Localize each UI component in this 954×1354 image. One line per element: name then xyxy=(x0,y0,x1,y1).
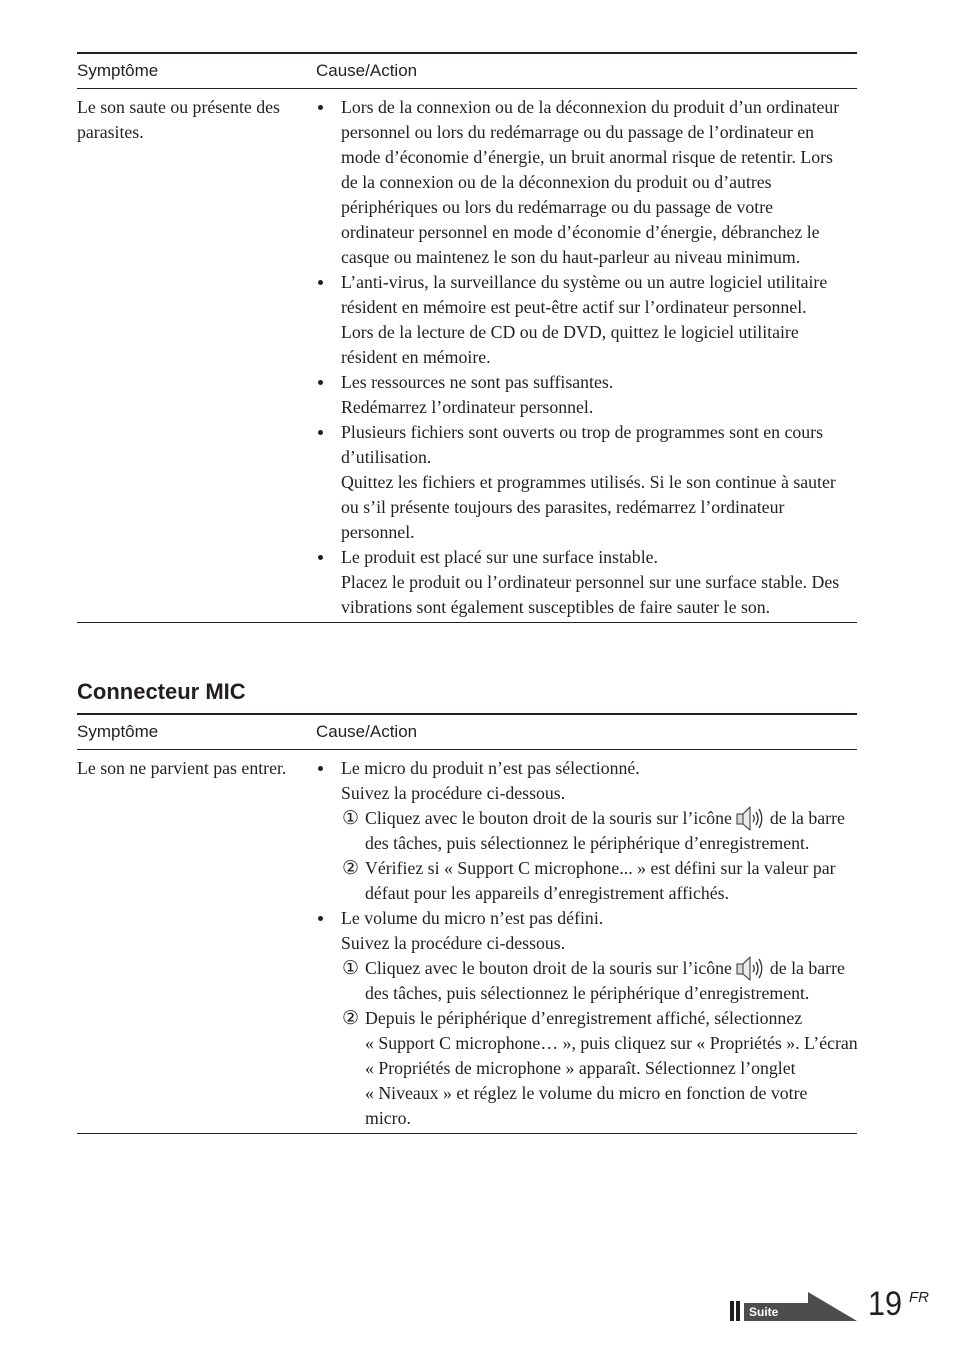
step-number: ② xyxy=(342,857,360,879)
cause-line: résident en mémoire est peut-être actif sur l’ordinateur personnel. xyxy=(341,297,807,317)
cause-line: résident en mémoire. xyxy=(341,347,491,367)
cause-line: personnel ou lors du redémarrage ou du passage de l’ordinateur en xyxy=(341,122,815,142)
symptom-cell xyxy=(77,95,302,145)
cause-line: Le produit est placé sur une surface instable. xyxy=(341,547,658,567)
bullet xyxy=(318,430,323,435)
troubleshooting-table-sound xyxy=(77,52,857,623)
table-row xyxy=(77,750,857,1134)
cause-item xyxy=(316,906,857,1131)
symptom-line: parasites. xyxy=(77,122,144,142)
cause-line: Suivez la procédure ci-dessous. xyxy=(341,933,566,953)
cause-line: casque ou maintenez le son du haut-parleur au niveau minimum. xyxy=(341,247,801,267)
symptom-line: Le son ne parvient pas entrer. xyxy=(77,758,287,778)
cause-line: de la connexion ou de la déconnexion du produit ou d’autres xyxy=(341,172,772,192)
page-number: 19 xyxy=(868,1285,903,1323)
speaker-icon xyxy=(735,806,766,831)
step-text: Cliquez avec le bouton droit de la souris sur l’icône xyxy=(365,958,732,978)
cause-line: Plusieurs fichiers sont ouverts ou trop de programmes sont en cours xyxy=(341,422,823,442)
step-number: ① xyxy=(342,957,360,979)
table-row xyxy=(77,89,857,623)
step-line: défaut pour les appareils d’enregistrement affichés. xyxy=(365,883,730,903)
bullet xyxy=(318,380,323,385)
step-text: de la barre xyxy=(769,958,845,978)
continue-arrow-icon xyxy=(728,1290,860,1324)
cause-item xyxy=(316,370,857,420)
section-title: Connecteur MIC xyxy=(77,679,246,704)
bullet xyxy=(318,916,323,921)
header-cause-action: Cause/Action xyxy=(316,61,418,80)
step-line: « Support C microphone… », puis cliquez sur « Propriétés ». L’écran xyxy=(365,1033,858,1053)
step-text: de la barre xyxy=(769,808,845,828)
step-line: des tâches, puis sélectionnez le périphérique d’enregistrement. xyxy=(365,983,810,1003)
step-line xyxy=(365,806,857,831)
cause-item xyxy=(316,756,857,906)
cause-line: Quittez les fichiers et programmes utilisés. Si le son continue à sauter xyxy=(341,472,836,492)
cause-line: personnel. xyxy=(341,522,415,542)
troubleshooting-table-mic xyxy=(77,713,857,1134)
step-item xyxy=(341,1006,857,1131)
cause-item xyxy=(316,420,857,545)
speaker-icon xyxy=(735,956,766,981)
cause-line: Placez le produit ou l’ordinateur personnel sur une surface stable. Des xyxy=(341,572,840,592)
step-line: « Niveaux » et réglez le volume du micro en fonction de votre xyxy=(365,1083,808,1103)
step-text: Cliquez avec le bouton droit de la souris sur l’icône xyxy=(365,808,732,828)
cause-line: Les ressources ne sont pas suffisantes. xyxy=(341,372,614,392)
cause-line: L’anti-virus, la surveillance du système ou un autre logiciel utilitaire xyxy=(341,272,828,292)
step-line xyxy=(365,956,857,981)
header-cause-action: Cause/Action xyxy=(316,722,418,741)
cause-line: Lors de la lecture de CD ou de DVD, quittez le logiciel utilitaire xyxy=(341,322,799,342)
table-header-row xyxy=(77,713,857,750)
cause-cell xyxy=(316,756,857,1131)
header-symptom: Symptôme xyxy=(77,722,159,741)
cause-line: Suivez la procédure ci-dessous. xyxy=(341,783,566,803)
step-item xyxy=(341,856,857,906)
bullet xyxy=(318,766,323,771)
header-symptom: Symptôme xyxy=(77,61,159,80)
step-number: ② xyxy=(342,1007,360,1029)
cause-line: vibrations sont également susceptibles de faire sauter le son. xyxy=(341,597,771,617)
cause-line: ou s’il présente toujours des parasites, redémarrez l’ordinateur xyxy=(341,497,785,517)
symptom-line: Le son saute ou présente des xyxy=(77,97,280,117)
step-line: Vérifiez si « Support C microphone... » est défini sur la valeur par xyxy=(365,858,836,878)
step-line: Depuis le périphérique d’enregistrement affiché, sélectionnez xyxy=(365,1008,803,1028)
cause-line: Le volume du micro n’est pas défini. xyxy=(341,908,604,928)
step-line: micro. xyxy=(365,1108,411,1128)
language-code: FR xyxy=(909,1289,929,1306)
bullet xyxy=(318,555,323,560)
cause-line: Lors de la connexion ou de la déconnexion du produit d’un ordinateur xyxy=(341,97,840,117)
bullet xyxy=(318,105,323,110)
step-item xyxy=(341,806,857,856)
cause-line: Le micro du produit n’est pas sélectionné. xyxy=(341,758,640,778)
cause-line: périphériques ou lors du redémarrage ou du passage de votre xyxy=(341,197,774,217)
continue-label: Suite xyxy=(749,1305,779,1319)
symptom-cell xyxy=(77,756,302,781)
step-line: « Propriétés de microphone » apparaît. Sélectionnez l’onglet xyxy=(365,1058,796,1078)
cause-line: mode d’économie d’énergie, un bruit anormal risque de retentir. Lors xyxy=(341,147,833,167)
table-header-row xyxy=(77,52,857,89)
cause-line: Redémarrez l’ordinateur personnel. xyxy=(341,397,594,417)
step-line: des tâches, puis sélectionnez le périphérique d’enregistrement. xyxy=(365,833,810,853)
cause-item xyxy=(316,545,857,620)
bullet xyxy=(318,280,323,285)
cause-line: d’utilisation. xyxy=(341,447,432,467)
cause-line: ordinateur personnel en mode d’économie d’énergie, débranchez le xyxy=(341,222,820,242)
cause-item xyxy=(316,95,857,270)
cause-item xyxy=(316,270,857,370)
step-item xyxy=(341,956,857,1006)
step-number: ① xyxy=(342,807,360,829)
cause-cell xyxy=(316,95,857,620)
